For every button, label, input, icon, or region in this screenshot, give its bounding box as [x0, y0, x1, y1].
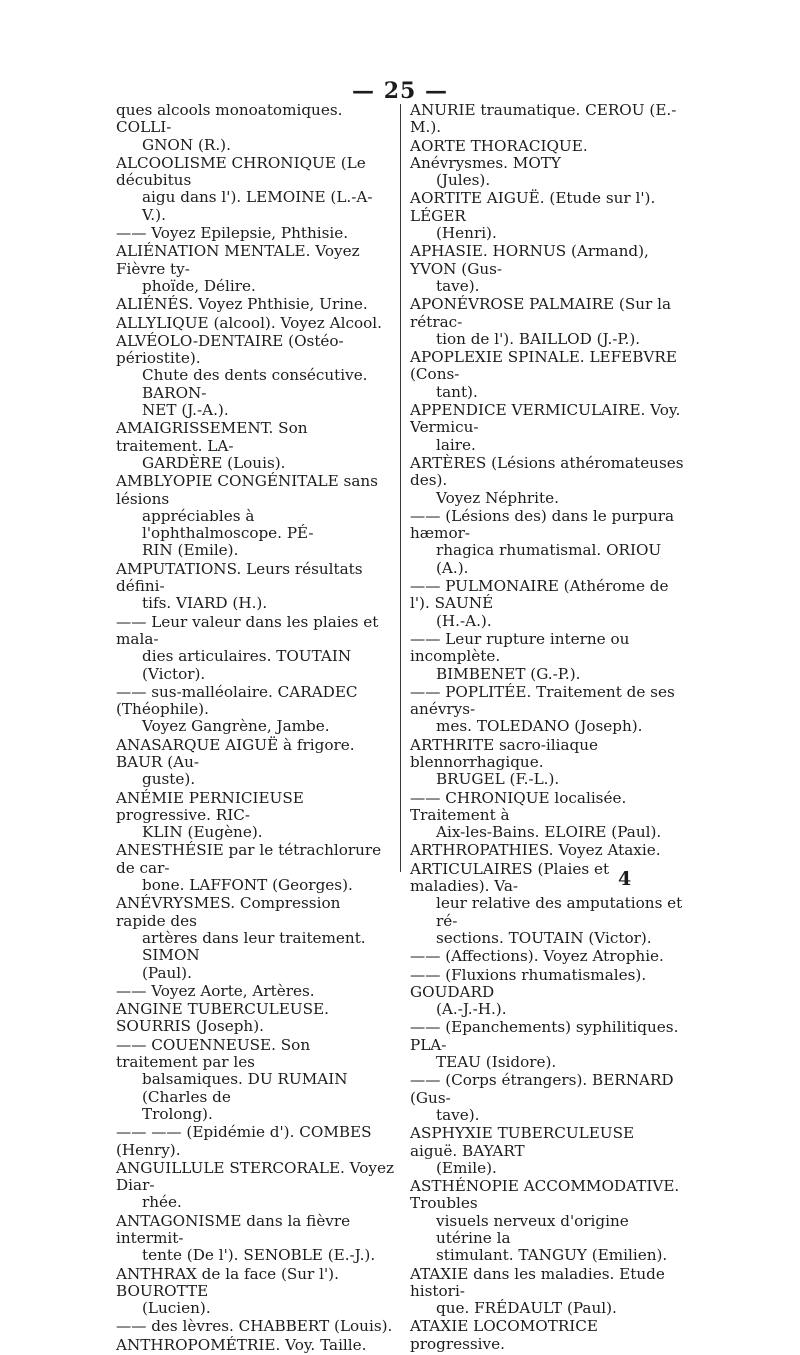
- entry-line: —— CHRONIQUE localisée. Traitement à: [410, 788, 627, 824]
- index-entry: [410, 790, 684, 842]
- entry-line: RIN (Emile).: [142, 541, 239, 560]
- index-entry: [410, 578, 684, 630]
- index-entry: [116, 842, 394, 894]
- entry-line: rhée.: [142, 1193, 182, 1212]
- index-entry: [116, 895, 394, 981]
- entry-line: KLIN (Eugène).: [142, 823, 263, 842]
- entry-line: ALIÉNATION MENTALE. Voyez Fièvre ty-: [116, 242, 360, 278]
- index-entry: [410, 102, 684, 137]
- entry-line: Trolong).: [142, 1104, 213, 1123]
- index-entry: [410, 1072, 684, 1124]
- index-entry: [116, 1037, 394, 1123]
- entry-line: TEAU (Isidore).: [436, 1053, 557, 1072]
- entry-line: que. FRÉDAULT (Paul).: [436, 1299, 617, 1318]
- entry-line: ASTHÉNOPIE ACCOMMODATIVE. Troubles: [410, 1177, 680, 1213]
- entry-line: —— (Fluxions rhumatismales). GOUDARD: [410, 965, 647, 1001]
- left-column: [116, 102, 394, 1355]
- index-entry: [410, 296, 684, 348]
- entry-line: tant).: [436, 382, 478, 401]
- entry-line: ARTÈRES (Lésions athéromateuses des).: [410, 453, 684, 490]
- entry-line: ATAXIE LOCOMOTRICE progressive.: [410, 1317, 599, 1353]
- entry-line: dies articulaires. TOUTAIN (Victor).: [142, 647, 352, 683]
- entry-line: —— (Corps étrangers). BERNARD (Gus-: [410, 1071, 674, 1107]
- index-entry: [116, 684, 394, 736]
- index-entry: [116, 155, 394, 224]
- entry-line: artères dans leur traitement. SIMON: [142, 928, 366, 965]
- entry-line: GNON (R.).: [142, 135, 231, 154]
- index-entry: [116, 102, 394, 154]
- entry-line: —— des lèvres. CHABBERT (Louis).: [116, 1317, 393, 1336]
- index-entry: [116, 420, 394, 472]
- entry-line: —— PULMONAIRE (Athérome de l'). SAUNÉ: [410, 577, 669, 613]
- entry-line: —— —— (Epidémie d'). COMBES (Henry).: [116, 1123, 372, 1159]
- index-entry: [410, 684, 684, 736]
- entry-line: —— (Epanchements) syphilitiques. PLA-: [410, 1018, 679, 1054]
- entry-line: ARTHRITE sacro-iliaque blennorrhagique.: [410, 735, 598, 771]
- index-entry: [410, 1266, 684, 1318]
- entry-line: leur relative des amputations et ré-: [436, 894, 683, 930]
- index-entry: [410, 402, 684, 454]
- entry-line: —— (Lésions des) dans le purpura hæmor-: [410, 506, 675, 543]
- index-entry: [116, 473, 394, 559]
- entry-line: GARDÈRE (Louis).: [142, 453, 286, 472]
- entry-line: visuels nerveux d'origine utérine la: [436, 1211, 629, 1247]
- page-number: — 25 —: [352, 78, 448, 104]
- entry-line: ANASARQUE AIGUË à frigore. BAUR (Au-: [116, 735, 355, 771]
- index-entry: [116, 614, 394, 683]
- entry-line: ASPHYXIE TUBERCULEUSE aiguë. BAYART: [410, 1124, 635, 1160]
- entry-line: ARTHROPATHIES. Voyez Ataxie.: [410, 841, 661, 860]
- entry-line: tave).: [436, 276, 480, 295]
- index-entry: [410, 861, 684, 947]
- index-entry: [410, 631, 684, 683]
- index-entry: [116, 315, 394, 332]
- index-entry: [410, 842, 684, 859]
- entry-line: Aix-les-Bains. ELOIRE (Paul).: [436, 823, 662, 842]
- signature-mark: 4: [618, 868, 632, 890]
- entry-line: APPENDICE VERMICULAIRE. Voy. Vermicu-: [410, 401, 681, 437]
- entry-line: ANTAGONISME dans la fièvre intermit-: [116, 1211, 351, 1247]
- entry-line: —— (Affections). Voyez Atrophie.: [410, 947, 664, 966]
- entry-line: bone. LAFFONT (Georges).: [142, 876, 353, 895]
- index-entry: [116, 1266, 394, 1318]
- index-entry: [116, 1001, 394, 1036]
- index-entry: [410, 1125, 684, 1177]
- entry-line: (Emile).: [436, 1158, 497, 1177]
- entry-line: AMBLYOPIE CONGÉNITALE sans lésions: [116, 472, 378, 508]
- entry-line: mes. TOLEDANO (Joseph).: [436, 717, 643, 736]
- entry-line: rhagica rhumatismal. ORIOU (A.).: [436, 541, 662, 577]
- entry-line: —— Voyez Epilepsie, Phthisie.: [116, 224, 349, 243]
- entry-line: tente (De l'). SENOBLE (E.-J.).: [142, 1246, 376, 1265]
- entry-line: (Henri).: [436, 224, 497, 243]
- entry-line: tave).: [436, 1105, 480, 1124]
- index-entry: [116, 983, 394, 1000]
- entry-line: AORTE THORACIQUE. Anévrysmes. MOTY: [410, 136, 588, 172]
- index-entry: [116, 561, 394, 613]
- entry-line: BIMBENET (G.-P.).: [436, 664, 581, 683]
- entry-line: Voyez Néphrite.: [436, 488, 559, 507]
- index-entry: [116, 1337, 394, 1354]
- entry-line: laire.: [436, 435, 476, 454]
- entry-line: —— sus-malléolaire. CARADEC (Théophile).: [116, 682, 358, 719]
- entry-line: ANESTHÉSIE par le tétrachlorure de car-: [116, 841, 382, 877]
- entry-line: ANGINE TUBERCULEUSE. SOURRIS (Joseph).: [116, 1000, 329, 1036]
- entry-line: APOPLEXIE SPINALE. LEFEBVRE (Cons-: [410, 348, 677, 384]
- entry-line: AMAIGRISSEMENT. Son traitement. LA-: [116, 419, 308, 455]
- entry-line: sections. TOUTAIN (Victor).: [436, 928, 652, 947]
- entry-line: ANTHRAX de la face (Sur l'). BOUROTTE: [116, 1264, 339, 1300]
- entry-line: ALCOOLISME CHRONIQUE (Le décubitus: [116, 153, 366, 190]
- index-entry: [410, 243, 684, 295]
- entry-line: (Jules).: [436, 171, 491, 190]
- entry-line: —— COUENNEUSE. Son traitement par les: [116, 1035, 311, 1072]
- index-entry: [410, 948, 684, 965]
- entry-line: ALVÉOLO-DENTAIRE (Ostéo-périostite).: [116, 331, 344, 368]
- entry-line: Chute des dents consécutive. BARON-: [142, 366, 368, 402]
- index-entry: [410, 1178, 684, 1264]
- entry-line: ANURIE traumatique. CEROU (E.-M.).: [410, 101, 677, 137]
- index-entry: [116, 1318, 394, 1335]
- right-column: [410, 102, 684, 1354]
- entry-line: ATAXIE dans les maladies. Etude histori-: [410, 1264, 665, 1300]
- index-entry: [116, 1124, 394, 1159]
- entry-line: Voyez Gangrène, Jambe.: [142, 717, 330, 736]
- entry-line: —— Voyez Aorte, Artères.: [116, 981, 315, 1000]
- entry-line: ALLYLIQUE (alcool). Voyez Alcool.: [116, 313, 382, 332]
- entry-line: ANÉMIE PERNICIEUSE progressive. RIC-: [116, 788, 304, 824]
- entry-line: ques alcools monoatomiques. COLLI-: [116, 101, 343, 137]
- index-entry: [410, 1318, 684, 1353]
- index-entry: [410, 455, 684, 507]
- entry-line: stimulant. TANGUY (Emilien).: [436, 1246, 668, 1265]
- entry-line: guste).: [142, 770, 196, 789]
- entry-line: AMPUTATIONS. Leurs résultats défini-: [116, 559, 363, 596]
- entry-line: balsamiques. DU RUMAIN (Charles de: [142, 1070, 348, 1106]
- entry-line: appréciables à l'ophthalmoscope. PÉ-: [142, 506, 314, 543]
- index-entry: [410, 1019, 684, 1071]
- entry-line: —— POPLITÉE. Traitement de ses anévrys-: [410, 682, 675, 719]
- column-divider: [400, 104, 401, 872]
- index-entry: [116, 1160, 394, 1212]
- index-entry: [116, 243, 394, 295]
- entry-line: —— Leur valeur dans les plaies et mala-: [116, 612, 379, 648]
- index-entry: [410, 508, 684, 577]
- entry-line: ANGUILLULE STERCORALE. Voyez Diar-: [116, 1158, 394, 1195]
- entry-line: tifs. VIARD (H.).: [142, 594, 268, 613]
- index-entry: [410, 138, 684, 190]
- entry-line: (H.-A.).: [436, 611, 492, 630]
- entry-line: phoïde, Délire.: [142, 276, 256, 295]
- index-entry: [116, 737, 394, 789]
- entry-line: APHASIE. HORNUS (Armand), YVON (Gus-: [410, 242, 649, 278]
- entry-line: (Paul).: [142, 963, 192, 982]
- entry-line: (A.-J.-H.).: [436, 1000, 507, 1019]
- index-entry: [116, 790, 394, 842]
- index-entry: [116, 1213, 394, 1265]
- entry-line: AORTITE AIGUË. (Etude sur l'). LÉGER: [410, 189, 656, 225]
- index-entry: [410, 967, 684, 1019]
- entry-line: NET (J.-A.).: [142, 401, 229, 420]
- index-entry: [410, 349, 684, 401]
- entry-line: ANÉVRYSMES. Compression rapide des: [116, 894, 341, 930]
- index-entry: [410, 190, 684, 242]
- entry-line: BRUGEL (F.-L.).: [436, 770, 560, 789]
- index-entry: [116, 296, 394, 313]
- index-entry: [116, 333, 394, 419]
- entry-line: ALIÉNÉS. Voyez Phthisie, Urine.: [116, 295, 368, 314]
- entry-line: APONÉVROSE PALMAIRE (Sur la rétrac-: [410, 295, 672, 331]
- entry-line: aigu dans l'). LEMOINE (L.-A-V.).: [142, 188, 373, 224]
- index-entry: [116, 225, 394, 242]
- entry-line: tion de l'). BAILLOD (J.-P.).: [436, 329, 641, 348]
- entry-line: ANTHROPOMÉTRIE. Voy. Taille.: [116, 1335, 367, 1354]
- entry-line: (Lucien).: [142, 1299, 211, 1318]
- index-entry: [410, 737, 684, 789]
- entry-line: ARTICULAIRES (Plaies et maladies). Va-: [410, 859, 610, 896]
- entry-line: —— Leur rupture interne ou incomplète.: [410, 629, 630, 666]
